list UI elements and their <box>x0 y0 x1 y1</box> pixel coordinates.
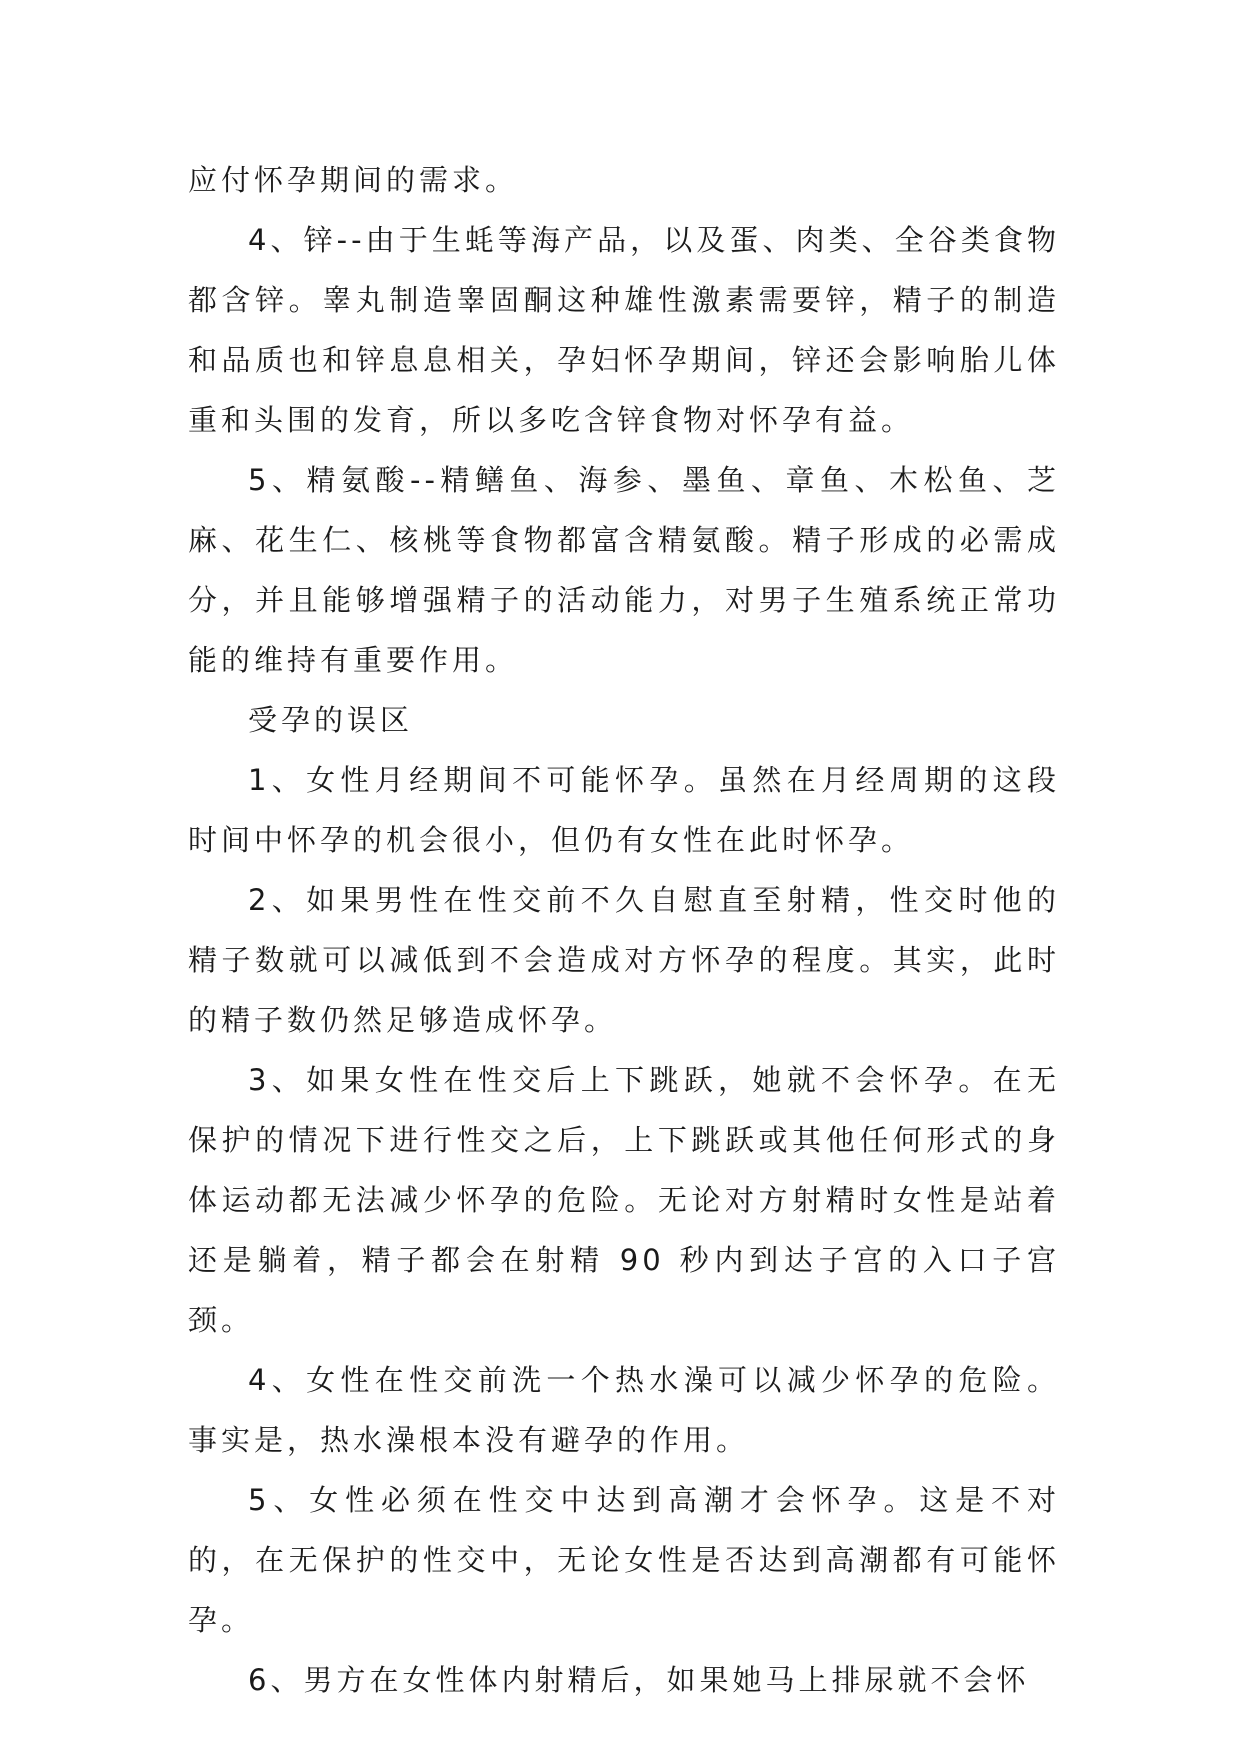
section-heading-conception-myths: 受孕的误区 <box>248 703 414 737</box>
paragraph-myth-4: 4、女性在性交前洗一个热水澡可以减少怀孕的危险。事实是，热水澡根本没有避孕的作用。 <box>188 1363 1060 1457</box>
paragraph-continuation: 应付怀孕期间的需求。 <box>188 163 519 197</box>
paragraph-myth-2: 2、如果男性在性交前不久自慰直至射精，性交时他的精子数就可以减低到不会造成对方怀孕的程度。其实，此时的精子数仍然足够造成怀孕。 <box>188 883 1060 1037</box>
document-body <box>188 150 1060 1710</box>
paragraph-myth-6: 6、男方在女性体内射精后，如果她马上排尿就不会怀 <box>248 1663 1030 1697</box>
paragraph-myth-3: 3、如果女性在性交后上下跳跃，她就不会怀孕。在无保护的情况下进行性交之后，上下跳跃或其他任何形式的身体运动都无法减少怀孕的危险。无论对方射精时女性是站着还是躺着，精子都会在射精 90 秒内到达子宫的入口子宫颈。 <box>188 1063 1060 1337</box>
paragraph-zinc: 4、锌--由于生蚝等海产品，以及蛋、肉类、全谷类食物都含锌。睾丸制造睾固酮这种雄性激素需要锌，精子的制造和品质也和锌息息相关，孕妇怀孕期间，锌还会影响胎儿体重和头围的发育，所以多吃含锌食物对怀孕有益。 <box>188 223 1060 437</box>
paragraph-arginine: 5、精氨酸--精鳝鱼、海参、墨鱼、章鱼、木松鱼、芝麻、花生仁、核桃等食物都富含精氨酸。精子形成的必需成分，并且能够增强精子的活动能力，对男子生殖系统正常功能的维持有重要作用。 <box>188 463 1060 677</box>
paragraph-myth-5: 5、女性必须在性交中达到高潮才会怀孕。这是不对的，在无保护的性交中，无论女性是否达到高潮都有可能怀孕。 <box>188 1483 1060 1637</box>
paragraph-myth-1: 1、女性月经期间不可能怀孕。虽然在月经周期的这段时间中怀孕的机会很小，但仍有女性在此时怀孕。 <box>188 763 1060 857</box>
